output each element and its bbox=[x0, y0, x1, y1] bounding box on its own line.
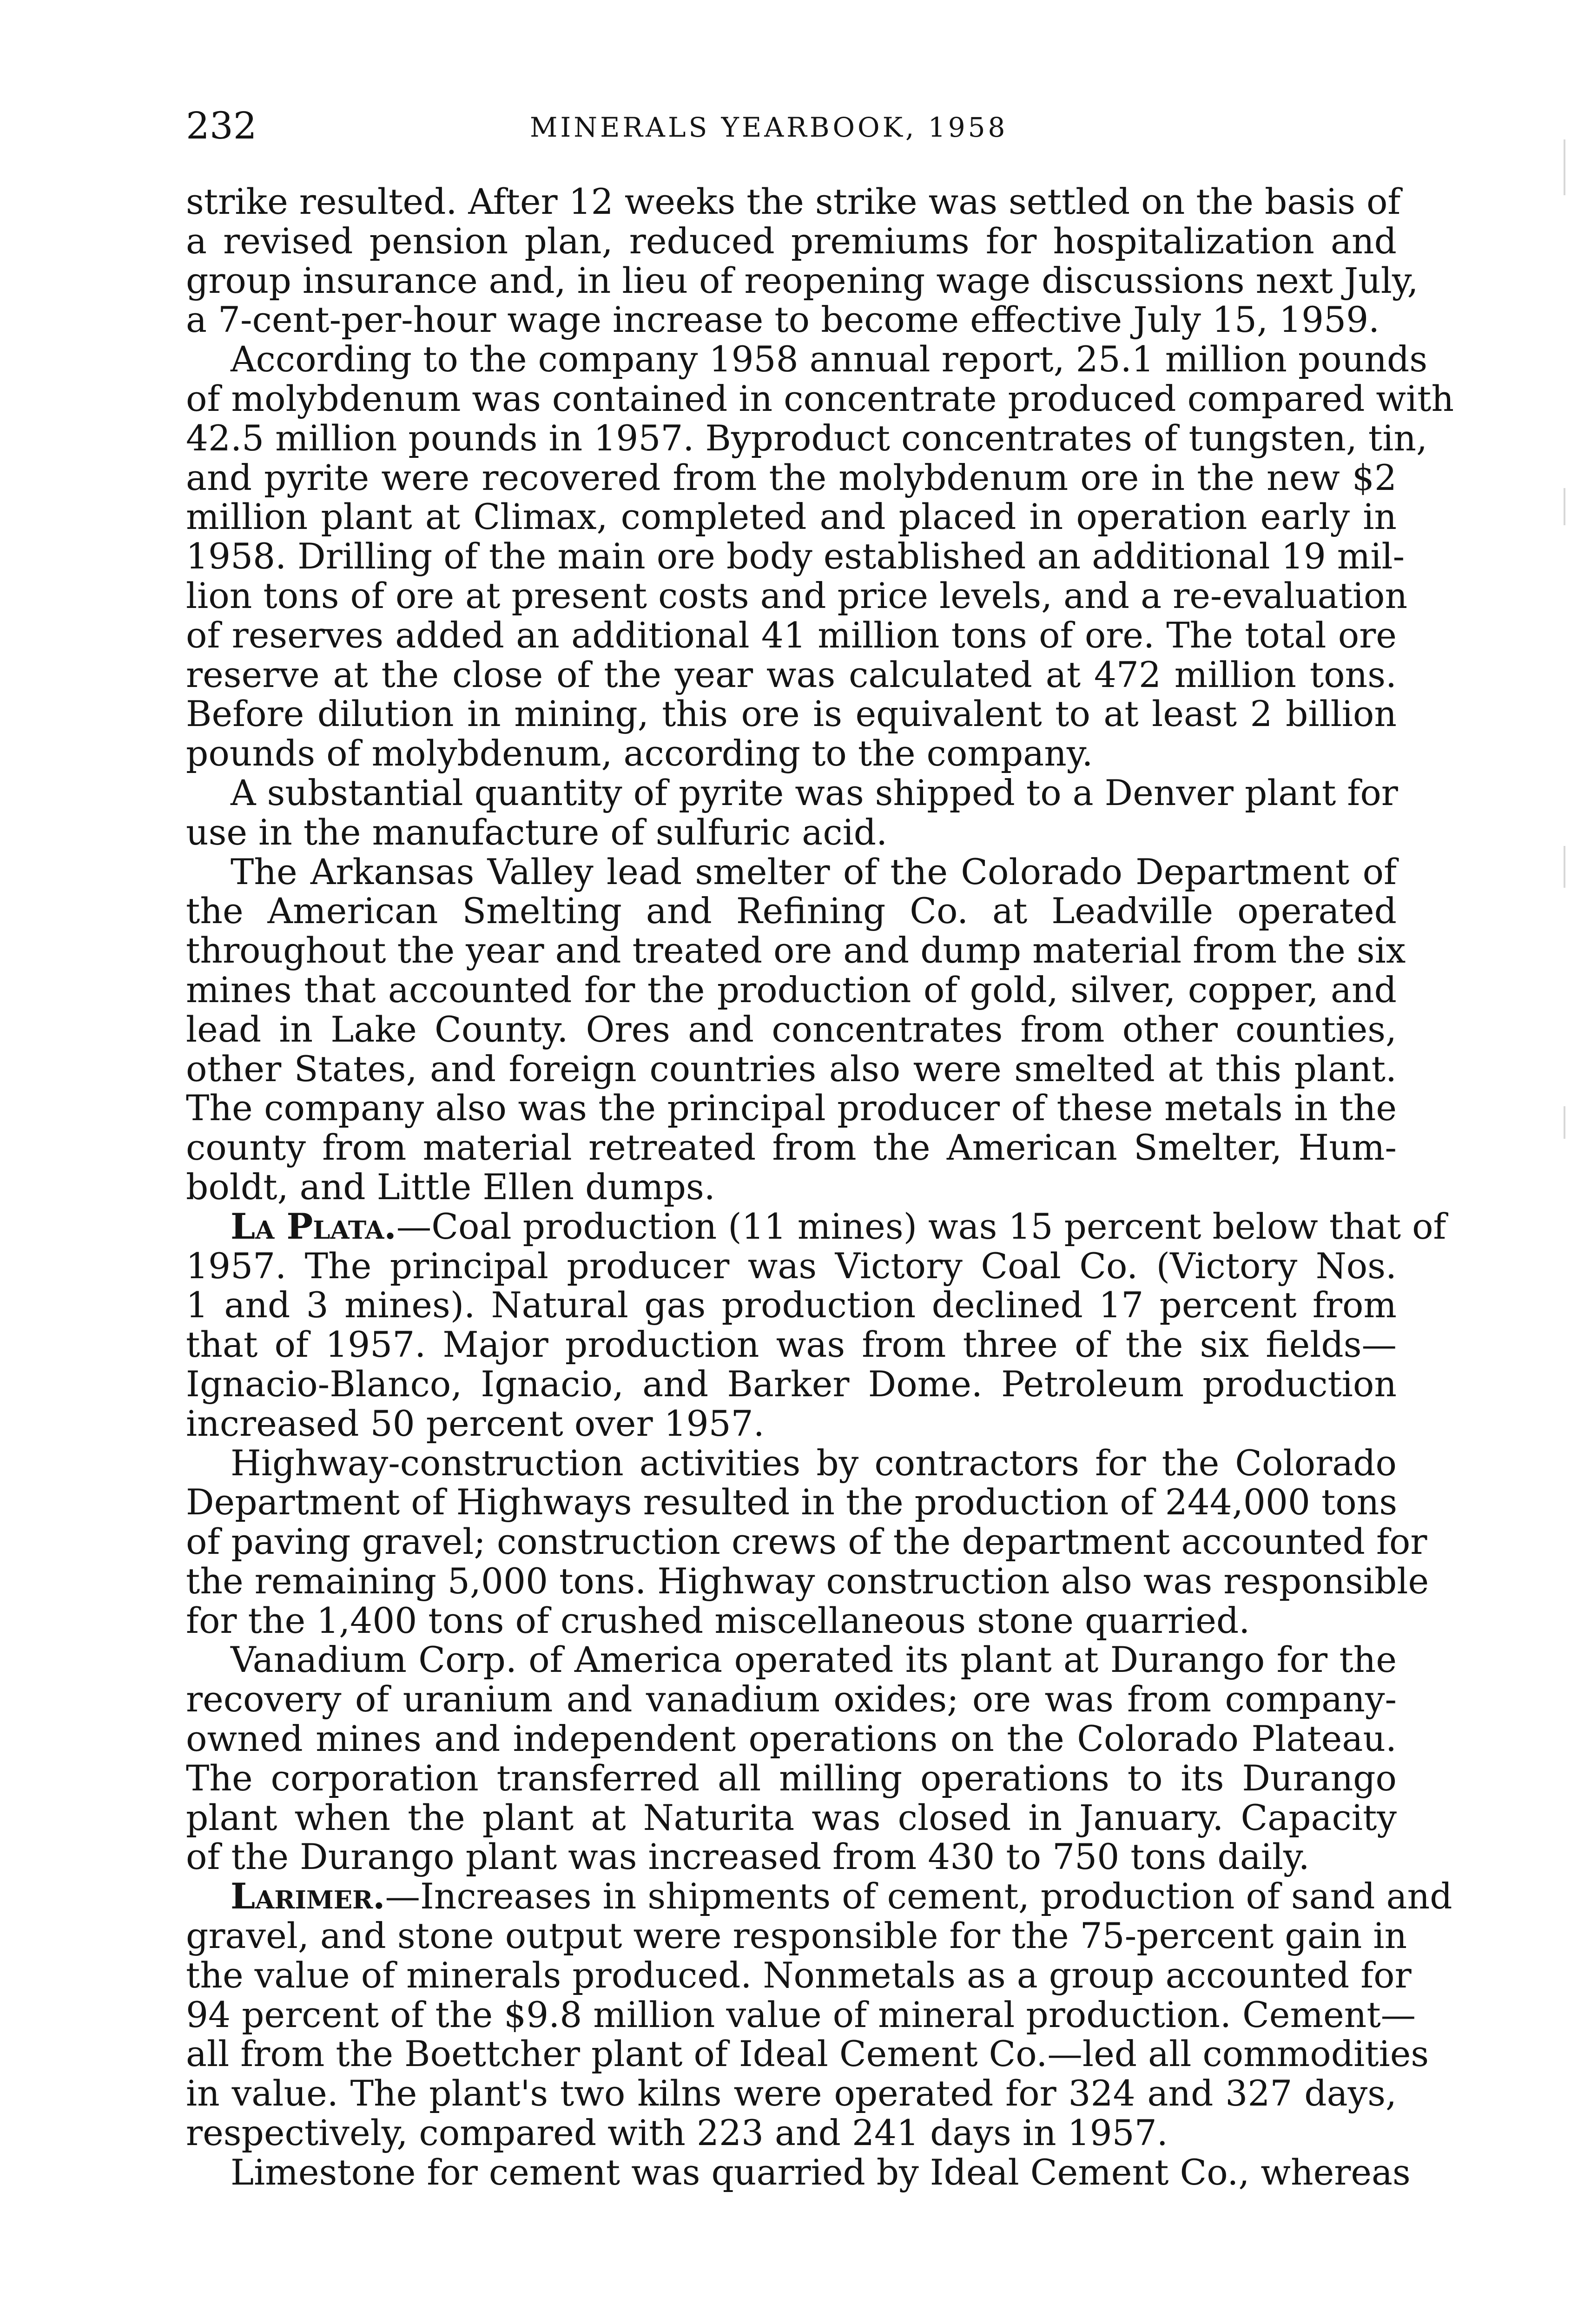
text-line: The corporation transferred all milling operations to its Durango bbox=[186, 1757, 1397, 1799]
text-line: A substantial quantity of pyrite was shipped to a Denver plant for bbox=[231, 772, 1398, 813]
text-line: Limestone for cement was quarried by Ideal Cement Co., whereas bbox=[231, 2152, 1411, 2193]
text-line bbox=[186, 1875, 1452, 1917]
section-lead: La Plata. bbox=[231, 1205, 396, 1247]
text-line: group insurance and, in lieu of reopening wage discussions next July, bbox=[186, 260, 1419, 301]
text-line: Vanadium Corp. of America operated its plant at Durango for the bbox=[231, 1639, 1397, 1681]
text-line: owned mines and independent operations on the Colorado Plateau. bbox=[186, 1718, 1397, 1760]
text-line: mines that accounted for the production of gold, silver, copper, and bbox=[186, 969, 1397, 1010]
text-line: boldt, and Little Ellen dumps. bbox=[186, 1166, 715, 1208]
text-line bbox=[186, 1205, 1446, 1247]
scan-edge-mark bbox=[1564, 488, 1565, 525]
body-paragraph bbox=[186, 181, 1419, 341]
text-line: the value of minerals produced. Nonmetals as a group accounted for bbox=[186, 1954, 1412, 1996]
text-line: The Arkansas Valley lead smelter of the Colorado Department of bbox=[231, 851, 1397, 892]
text-line: Highway-construction activities by contractors for the Colorado bbox=[231, 1442, 1397, 1484]
text-line: reserve at the close of the year was calculated at 472 million tons. bbox=[186, 654, 1397, 695]
section-lead: Larimer. bbox=[231, 1875, 385, 1917]
body-text bbox=[186, 181, 1454, 2193]
text-line: Department of Highways resulted in the production of 244,000 tons bbox=[186, 1482, 1398, 1523]
running-title: MINERALS YEARBOOK, 1958 bbox=[530, 112, 1008, 143]
text-line: a revised pension plan, reduced premiums for hospitalization and bbox=[186, 220, 1397, 262]
text-line: lead in Lake County. Ores and concentrates from other counties, bbox=[186, 1009, 1397, 1050]
text-line: increased 50 percent over 1957. bbox=[186, 1403, 765, 1444]
text-line: of reserves added an additional 41 million tons of ore. The total ore bbox=[186, 614, 1397, 656]
text-line: 1 and 3 mines). Natural gas production declined 17 percent from bbox=[186, 1285, 1397, 1326]
text-line: According to the company 1958 annual report, 25.1 million pounds bbox=[231, 339, 1428, 380]
text-line: all from the Boettcher plant of Ideal Cement Co.—led all commodities bbox=[186, 2034, 1429, 2075]
body-paragraph bbox=[186, 1640, 1397, 1877]
body-paragraph bbox=[186, 2152, 1411, 2193]
body-paragraph bbox=[186, 1875, 1452, 2154]
scan-edge-mark bbox=[1564, 1106, 1565, 1139]
body-paragraph bbox=[186, 851, 1406, 1208]
running-head bbox=[186, 100, 1394, 152]
text-line: 1958. Drilling of the main ore body established an additional 19 mil- bbox=[186, 536, 1405, 577]
scan-edge-mark bbox=[1564, 139, 1565, 195]
text-line: other States, and foreign countries also were smelted at this plant. bbox=[186, 1048, 1397, 1089]
text-line: 1957. The principal producer was Victory Coal Co. (Victory Nos. bbox=[186, 1245, 1397, 1287]
page-number: 232 bbox=[186, 104, 257, 147]
text-line: that of 1957. Major production was from three of the six fields— bbox=[186, 1324, 1397, 1366]
text-line: the American Smelting and Refining Co. at Leadville operated bbox=[186, 891, 1397, 932]
body-paragraph bbox=[186, 1205, 1446, 1444]
text-line: gravel, and stone output were responsible for the 75-percent gain in bbox=[186, 1915, 1407, 1957]
text-line: for the 1,400 tons of crushed miscellaneous stone quarried. bbox=[186, 1600, 1250, 1641]
scan-edge-mark bbox=[1564, 846, 1565, 888]
text-line: respectively, compared with 223 and 241 days in 1957. bbox=[186, 2113, 1168, 2154]
body-paragraph bbox=[186, 339, 1454, 774]
text-line: 42.5 million pounds in 1957. Byproduct concentrates of tungsten, tin, bbox=[186, 417, 1427, 459]
text-line: plant when the plant at Naturita was closed in January. Capacity bbox=[186, 1797, 1397, 1838]
text-line: in value. The plant's two kilns were operated for 324 and 327 days, bbox=[186, 2073, 1397, 2114]
text-line: pounds of molybdenum, according to the company. bbox=[186, 733, 1093, 774]
text-line: lion tons of ore at present costs and price levels, and a re-evaluation bbox=[186, 575, 1408, 616]
text-line: million plant at Climax, completed and placed in operation early in bbox=[186, 496, 1397, 538]
text-line-content: —Increases in shipments of cement, production of sand and bbox=[385, 1876, 1452, 1917]
text-line: 94 percent of the $9.8 million value of mineral production. Cement— bbox=[186, 1994, 1416, 2035]
text-line: use in the manufacture of sulfuric acid. bbox=[186, 812, 888, 853]
text-line: of paving gravel; construction crews of the department accounted for bbox=[186, 1521, 1427, 1563]
text-line: and pyrite were recovered from the molybdenum ore in the new $2 bbox=[186, 457, 1397, 498]
text-line: throughout the year and treated ore and dump material from the six bbox=[186, 930, 1406, 971]
text-line: county from material retreated from the American Smelter, Hum- bbox=[186, 1127, 1397, 1169]
body-paragraph bbox=[186, 773, 1397, 852]
text-line: recovery of uranium and vanadium oxides; ore was from company- bbox=[186, 1679, 1397, 1720]
text-line: a 7-cent-per-hour wage increase to become effective July 15, 1959. bbox=[186, 299, 1380, 341]
text-line: strike resulted. After 12 weeks the strike was settled on the basis of bbox=[186, 181, 1401, 222]
text-line: Before dilution in mining, this ore is equivalent to at least 2 billion bbox=[186, 693, 1397, 735]
text-line: of the Durango plant was increased from 430 to 750 tons daily. bbox=[186, 1836, 1310, 1878]
text-line: The company also was the principal producer of these metals in the bbox=[186, 1088, 1397, 1129]
text-line-content: —Coal production (11 mines) was 15 percent below that of bbox=[396, 1206, 1446, 1247]
body-paragraph bbox=[186, 1442, 1429, 1641]
text-line: of molybdenum was contained in concentrate produced compared with bbox=[186, 378, 1454, 419]
text-line: Ignacio-Blanco, Ignacio, and Barker Dome. Petroleum production bbox=[186, 1363, 1397, 1405]
text-line: the remaining 5,000 tons. Highway construction also was responsible bbox=[186, 1560, 1429, 1602]
